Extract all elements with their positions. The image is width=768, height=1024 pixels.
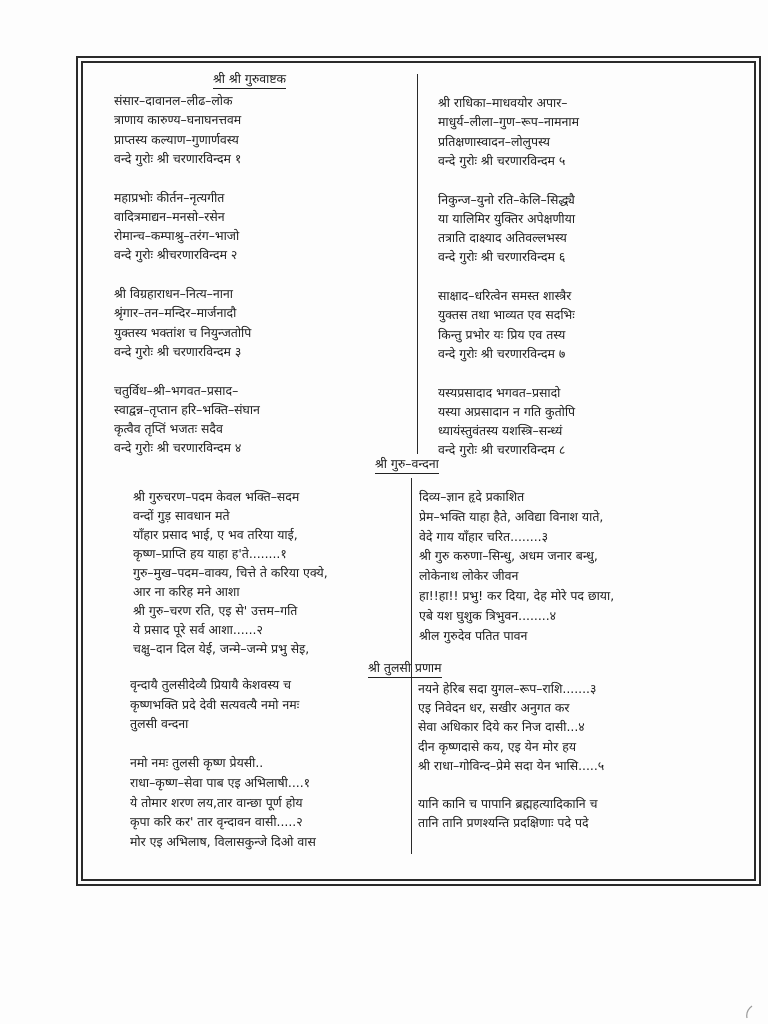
- verse-line: ये तोमार शरण लय,तार वान्छा पूर्ण होय: [130, 794, 303, 810]
- verse-line: किन्तु प्रभोर यः प्रिय एव तस्य: [438, 326, 566, 342]
- column-divider-ashtak: [417, 74, 418, 454]
- verse-line: कृष्ण–प्राप्ति हय याहा ह'ते........१: [133, 546, 287, 561]
- verse-line: मोर एइ अभिलाष, विलासकुन्जे दिओ वास: [130, 833, 316, 849]
- verse-line: स्वाद्वन्न–तृप्तान हरि–भक्ति–संघान: [114, 401, 260, 417]
- verse-line: वन्दे गुरोः श्री चरणारविन्दम ४: [114, 440, 242, 456]
- verse-line: श्रील गुरुदेव पतित पावन: [419, 627, 528, 643]
- verse-line: या यालिमिर युक्तिर अपेक्षणीया: [438, 210, 576, 226]
- verse-line: युक्तस तथा भाव्यत एव सदभिः: [438, 307, 575, 323]
- verse-line: श्री राधा–गोविन्द–प्रेमे सदा येन भासि.....५: [418, 757, 605, 773]
- verse-line: वन्दे गुरोः श्रीचरणारविन्दम २: [114, 247, 238, 263]
- verse-line: त्राणाय कारुण्य–घनाघनत्तवम: [114, 112, 242, 128]
- verse-line: दिव्य–ज्ञान हृदे प्रकाशित: [419, 489, 525, 504]
- verse-line: वन्दे गुरोः श्री चरणारविन्दम ७: [438, 345, 566, 361]
- verse-line: श्री गुरुचरण–पदम केवल भक्ति–सदम: [133, 489, 300, 504]
- pen-mark: [744, 1004, 754, 1020]
- verse-line: एइ निवेदन धर, सखीर अनुगत कर: [418, 700, 570, 716]
- verse-line: श्री विग्रहाराधन–नित्य–नाना: [114, 286, 233, 301]
- verse-line: वन्दे गुरोः श्री चरणारविन्दम ८: [438, 442, 566, 458]
- verse-line: निकुन्ज–युनो रति–केलि–सिद्ध्यै: [438, 191, 575, 207]
- verse-line: वन्दे गुरोः श्री चरणारविन्दम ५: [438, 152, 566, 168]
- verse-line: लोकेनाथ लोकेर जीवन: [419, 568, 519, 584]
- verse-line: कृष्णभक्ति प्रदे देवी सत्यवत्यै नमो नमः: [130, 696, 300, 712]
- verse-line: यानि कानि च पापानि ब्रह्महत्यादिकानि च: [418, 796, 598, 812]
- verse-line: वन्दे गुरोः श्री चरणारविन्दम १: [114, 150, 242, 166]
- verse-line: माधुर्य–लीला–गुण–रूप–नामनाम: [438, 114, 580, 130]
- verse-line: वादित्रमाद्यन–मनसो–रसेन: [114, 208, 225, 224]
- verse-line: नमो नमः तुलसी कृष्ण प्रेयसी..: [130, 755, 264, 771]
- verse-line: तुलसी वन्दना: [130, 716, 189, 732]
- verse-line: हा!!हा!! प्रभु! कर दिया, देह मोरे पद छाया,: [419, 588, 615, 603]
- verse-line: याँहार प्रसाद भाई, ए भव तरिया याई,: [133, 527, 298, 542]
- verse-line: चक्षु–दान दिल येई, जन्मे–जन्मे प्रभु सेइ,: [133, 641, 310, 656]
- heading-guru-vandana: श्री गुरु–वन्दना: [375, 456, 439, 474]
- heading-guru-ashtak: श्री श्री गुरुवाष्टक: [213, 71, 286, 89]
- verse-line: यस्यप्रसादाद भगवत–प्रसादो: [438, 384, 561, 400]
- verse-line: श्री गुरु–चरण रति, एइ से' उत्तम–गति: [133, 603, 298, 618]
- verse-line: वन्दे गुरोः श्री चरणारविन्दम ३: [114, 343, 242, 359]
- verse-line: यस्या अप्रसादान न गति कुतोपि: [438, 403, 576, 419]
- verse-line: नयने हेरिब सदा युगल–रूप–राशि.......३: [418, 681, 597, 696]
- verse-line: सेवा अधिकार दिये कर निज दासी...४: [418, 719, 585, 735]
- verse-line: दीन कृष्णदासे कय, एइ येन मोर हय: [418, 738, 577, 754]
- heading-tulsi-pranam: श्री तुलसी प्रणाम: [368, 660, 442, 678]
- verse-line: कृत्वैव तृप्तिं भजतः सदैव: [114, 421, 223, 437]
- verse-line: प्राप्तस्य कल्याण–गुणार्णवस्य: [114, 131, 239, 147]
- verse-line: साक्षाद–धरित्वेन समस्त शास्त्रैर: [438, 288, 572, 303]
- verse-line: वन्दों गुड़ सावधान मते: [133, 508, 230, 523]
- verse-line: श्री राधिका–माधवयोर अपार–: [438, 95, 568, 110]
- verse-line: ध्यायंस्तुवंतस्य यशस्त्रि–सन्ध्यं: [438, 423, 563, 439]
- verse-line: चतुर्विध–श्री–भगवत–प्रसाद–: [114, 382, 239, 398]
- verse-line: महाप्रभोः कीर्तन–नृत्यगीत: [114, 189, 225, 205]
- verse-line: वेदे गाय याँहार चरित........३: [419, 528, 549, 544]
- verse-line: राधा–कृष्ण–सेवा पाब एइ अभिलाषी....१: [130, 775, 311, 790]
- verse-line: रोमान्च–कम्पाश्रु–तरंग–भाजो: [114, 228, 240, 244]
- verse-line: एबे यश घुशुक त्रिभुवन........४: [419, 607, 557, 623]
- verse-line: श्रृंगार–तन–मन्दिर–मार्जनादौ: [114, 305, 237, 321]
- verse-line: कृपा करि कर' तार वृन्दावन वासी.....२: [130, 814, 303, 830]
- verse-line: संसार–दावानल–लीढ–लोक: [114, 93, 233, 108]
- verse-line: गुरु–मुख–पदम–वाक्य, चित्ते ते करिया एक्ये,: [133, 565, 328, 580]
- verse-line: वृन्दायै तुलसीदेव्यै प्रियायै केशवस्य च: [130, 677, 292, 692]
- verse-line: प्रेम–भक्ति याहा हैते, अविद्या विनाश याते,: [419, 508, 604, 524]
- verse-line: युक्तस्य भक्तांश च नियुन्जतोपि: [114, 324, 252, 340]
- verse-line: प्रतिक्षणास्वादन–लोलुपस्य: [438, 133, 550, 149]
- verse-line: वन्दे गुरोः श्री चरणारविन्दम ६: [438, 249, 566, 265]
- verse-line: आर ना करिह मने आशा: [133, 584, 240, 599]
- verse-line: तत्राति दाक्ष्याद अतिवल्लभस्य: [438, 230, 567, 246]
- verse-line: ये प्रसाद पूरे सर्व आशा......२: [133, 622, 263, 637]
- verse-line: तानि तानि प्रणश्यन्ति प्रदक्षिणाः पदे पदे: [418, 815, 589, 831]
- verse-line: श्री गुरु करुणा–सिन्धु, अधम जनार बन्धु,: [419, 548, 598, 564]
